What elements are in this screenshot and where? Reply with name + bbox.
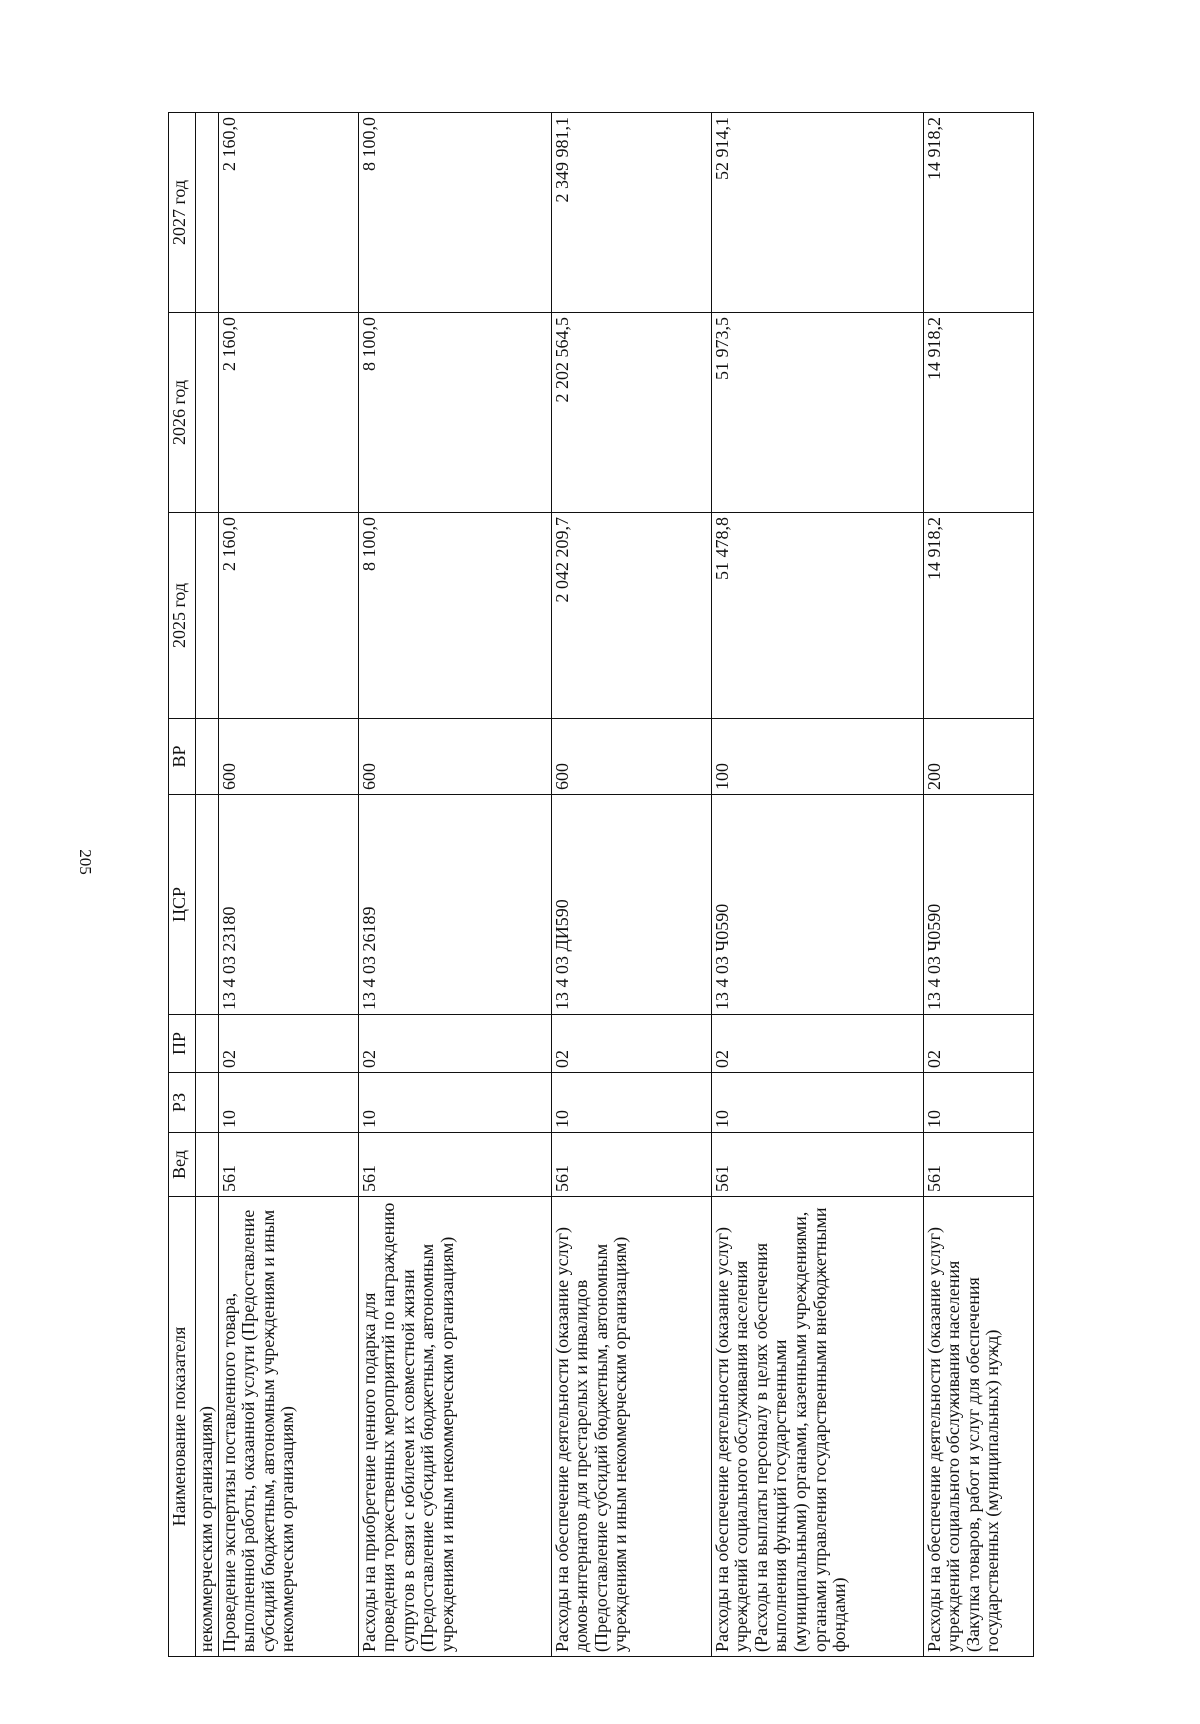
row-name: Расходы на обеспечение деятельности (оказание услуг) учреждений социального обслуживания населения (Закупка товаров, работ и услуг для обеспечения государственных (муниципальных) нужд) — [923, 1197, 1033, 1657]
row-vr: 600 — [358, 719, 551, 795]
row-rz: 10 — [358, 1073, 551, 1133]
row-2026: 14 918,2 — [923, 313, 1033, 513]
row-vr: 600 — [218, 719, 358, 795]
header-row — [169, 113, 196, 1657]
row-2026: 2 160,0 — [218, 313, 358, 513]
row-rz: 10 — [923, 1073, 1033, 1133]
page-number: 205 — [76, 849, 95, 875]
row-csr: 13 4 03 ДИ590 — [551, 795, 711, 1015]
row-2026: 51 973,5 — [711, 313, 923, 513]
continuation-text: некоммерческим организациям) — [196, 1197, 219, 1657]
continuation-row — [196, 113, 219, 1657]
header-ved: Вед — [169, 1133, 196, 1197]
row-name: Проведение экспертизы поставленного товара, выполненной работы, оказанной услуги (Предоставление субсидий бюджетным, автономным учреждениям и иным некоммерческим организациям) — [218, 1197, 358, 1657]
row-2027: 14 918,2 — [923, 113, 1033, 313]
row-csr: 13 4 03 26189 — [358, 795, 551, 1015]
row-rz: 10 — [551, 1073, 711, 1133]
row-2025: 14 918,2 — [923, 513, 1033, 719]
row-2027: 8 100,0 — [358, 113, 551, 313]
row-csr: 13 4 03 23180 — [218, 795, 358, 1015]
row-vr: 600 — [551, 719, 711, 795]
table-row — [218, 113, 358, 1657]
header-name: Наименование показателя — [169, 1197, 196, 1657]
row-2026: 2 202 564,5 — [551, 313, 711, 513]
header-rz: РЗ — [169, 1073, 196, 1133]
row-pr: 02 — [218, 1015, 358, 1073]
row-ved: 561 — [711, 1133, 923, 1197]
header-2027: 2027 год — [169, 113, 196, 313]
row-2026: 8 100,0 — [358, 313, 551, 513]
table-row — [711, 113, 923, 1657]
row-rz: 10 — [711, 1073, 923, 1133]
row-name: Расходы на обеспечение деятельности (оказание услуг) домов-интернатов для престарелых и инвалидов (Предоставление субсидий бюджетным, автономным учреждениям и иным некоммерческим организациям) — [551, 1197, 711, 1657]
row-2025: 2 042 209,7 — [551, 513, 711, 719]
row-ved: 561 — [218, 1133, 358, 1197]
row-2027: 52 914,1 — [711, 113, 923, 313]
row-name: Расходы на обеспечение деятельности (оказание услуг) учреждений социального обслуживания населения (Расходы на выплаты персоналу в целях обеспечения выполнения функций государственными (муниципальными) органами, казенными учреждениями, органами управления государственными внебюджетными фондами) — [711, 1197, 923, 1657]
table-row — [923, 113, 1033, 1657]
row-2027: 2 349 981,1 — [551, 113, 711, 313]
header-vr: ВР — [169, 719, 196, 795]
row-vr: 100 — [711, 719, 923, 795]
row-2025: 8 100,0 — [358, 513, 551, 719]
row-pr: 02 — [923, 1015, 1033, 1073]
row-csr: 13 4 03 Ч0590 — [923, 795, 1033, 1015]
budget-table — [168, 112, 1034, 1657]
header-pr: ПР — [169, 1015, 196, 1073]
row-ved: 561 — [551, 1133, 711, 1197]
row-csr: 13 4 03 Ч0590 — [711, 795, 923, 1015]
row-pr: 02 — [551, 1015, 711, 1073]
budget-table-rotated — [168, 113, 1068, 1657]
header-csr: ЦСР — [169, 795, 196, 1015]
row-2027: 2 160,0 — [218, 113, 358, 313]
row-2025: 2 160,0 — [218, 513, 358, 719]
row-ved: 561 — [358, 1133, 551, 1197]
header-2025: 2025 год — [169, 513, 196, 719]
row-2025: 51 478,8 — [711, 513, 923, 719]
header-2026: 2026 год — [169, 313, 196, 513]
row-ved: 561 — [923, 1133, 1033, 1197]
row-vr: 200 — [923, 719, 1033, 795]
row-pr: 02 — [711, 1015, 923, 1073]
table-row — [551, 113, 711, 1657]
table-row — [358, 113, 551, 1657]
row-pr: 02 — [358, 1015, 551, 1073]
row-rz: 10 — [218, 1073, 358, 1133]
row-name: Расходы на приобретение ценного подарка для проведения торжественных мероприятий по награждению супругов в связи с юбилеем их совместной жизни (Предоставление субсидий бюджетным, автономным учреждениям и иным некоммерческим организациям) — [358, 1197, 551, 1657]
